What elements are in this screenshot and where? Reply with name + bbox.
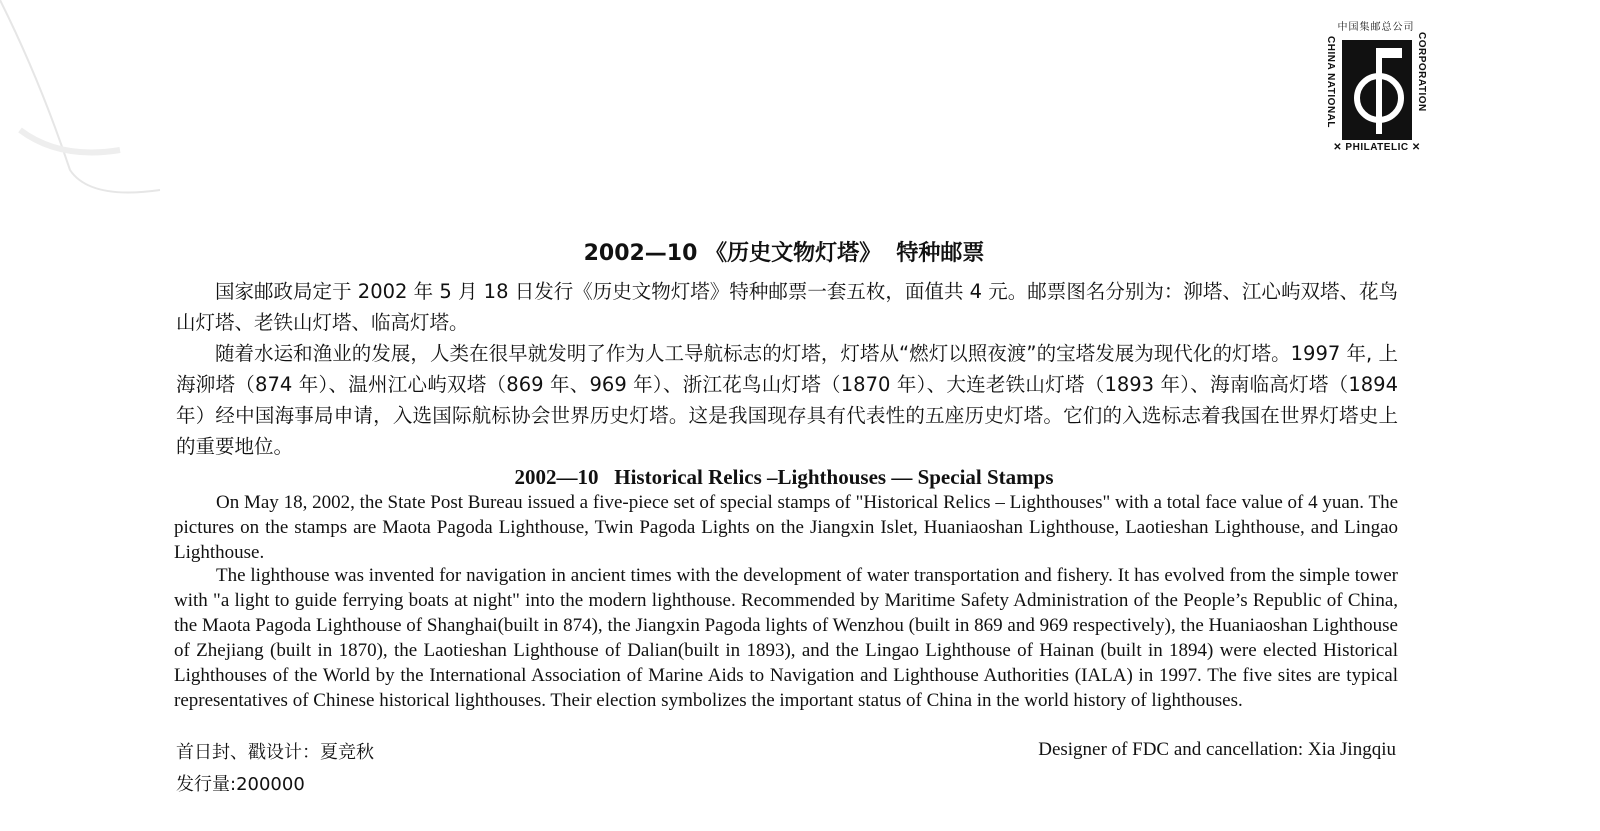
logo-bottom-text xyxy=(1324,142,1430,153)
chinese-paragraph-2: 随着水运和渔业的发展，人类在很早就发明了作为人工导航标志的灯塔，灯塔从“燃灯以照夜渡”的宝塔发展为现代化的灯塔。1997 年, 上海泖塔（874 年）、温州江心屿双塔（869 年、969 年）、浙江花鸟山灯塔（1870 年）、大连老铁山灯塔（1893 年）、海南临高灯塔（1894 年）经中国海事局申请，入选国际航标协会世界历史灯塔。这是我国现存具有代表性的五座历史灯塔。它们的入选标志着我国在世界灯塔史上的重要地位。 xyxy=(176,342,1398,458)
circulation-chinese: 发行量:200000 xyxy=(176,774,305,795)
logo-left-text: CHINA NATIONAL xyxy=(1325,36,1336,128)
designer-english: Designer of FDC and cancellation: Xia Jingqiu xyxy=(1038,739,1396,760)
logo-bottom-label: PHILATELIC xyxy=(1345,142,1409,153)
china-philatelic-logo xyxy=(1320,18,1432,158)
envelope-flap-edge xyxy=(0,0,170,260)
chinese-title: 2002—10 《历史文物灯塔》 特种邮票 xyxy=(583,241,985,266)
logo-chinese-name: 中国集邮总公司 xyxy=(1337,22,1415,33)
english-title: 2002—10 Historical Relics –Lighthouses — Special Stamps xyxy=(514,465,1054,489)
crossed-tools-icon: ✕ xyxy=(1333,142,1346,153)
designer-chinese: 首日封、戳设计：夏竞秋 xyxy=(176,742,374,763)
logo-right-text: CORPORATION xyxy=(1416,32,1427,112)
english-paragraph-2: The lighthouse was invented for navigation in ancient times with the development of water transportation and fishery. It has evolved from the simple tower with "a light to guide ferrying boats at night" into the modern lighthouse. Recommended by Maritime Safety Administration of the People’s Republic of China, the Maota Pagoda Lighthouse of Shanghai(built in 874), the Jiangxin Pagoda lights of Wenzhou (built in 869 and 969 respectively), the Huaniaoshan Lighthouse of Zhejiang (built in 1870), the Laotieshan Lighthouse of Dalian(built in 1893), and the Lingao Lighthouse of Hainan (built in 1894) were elected Historical Lighthouses of the World by the International Association of Marine Aids to Navigation and Lighthouse Authorities (IALA) in 1997. The five sites are typical representatives of Chinese historical lighthouses. Their election symbolizes the important status of China in the world history of lighthouses. xyxy=(174,565,1398,711)
english-paragraph-1: On May 18, 2002, the State Post Bureau issued a five-piece set of special stamps of "Historical Relics – Lighthouses" with a total face value of 4 yuan. The pictures on the stamps are Maota Pagoda Lighthouse, Twin Pagoda Lights on the Jiangxin Islet, Huaniaoshan Lighthouse, Laotieshan Lighthouse, and Lingao Lighthouse. xyxy=(174,492,1398,563)
crossed-tools-icon: ✕ xyxy=(1408,142,1421,153)
philatelic-emblem-icon xyxy=(1342,40,1412,140)
chinese-paragraph-1: 国家邮政局定于 2002 年 5 月 18 日发行《历史文物灯塔》特种邮票一套五枚，面值共 4 元。邮票图名分别为：泖塔、江心屿双塔、花鸟山灯塔、老铁山灯塔、临高灯塔。 xyxy=(176,280,1398,334)
